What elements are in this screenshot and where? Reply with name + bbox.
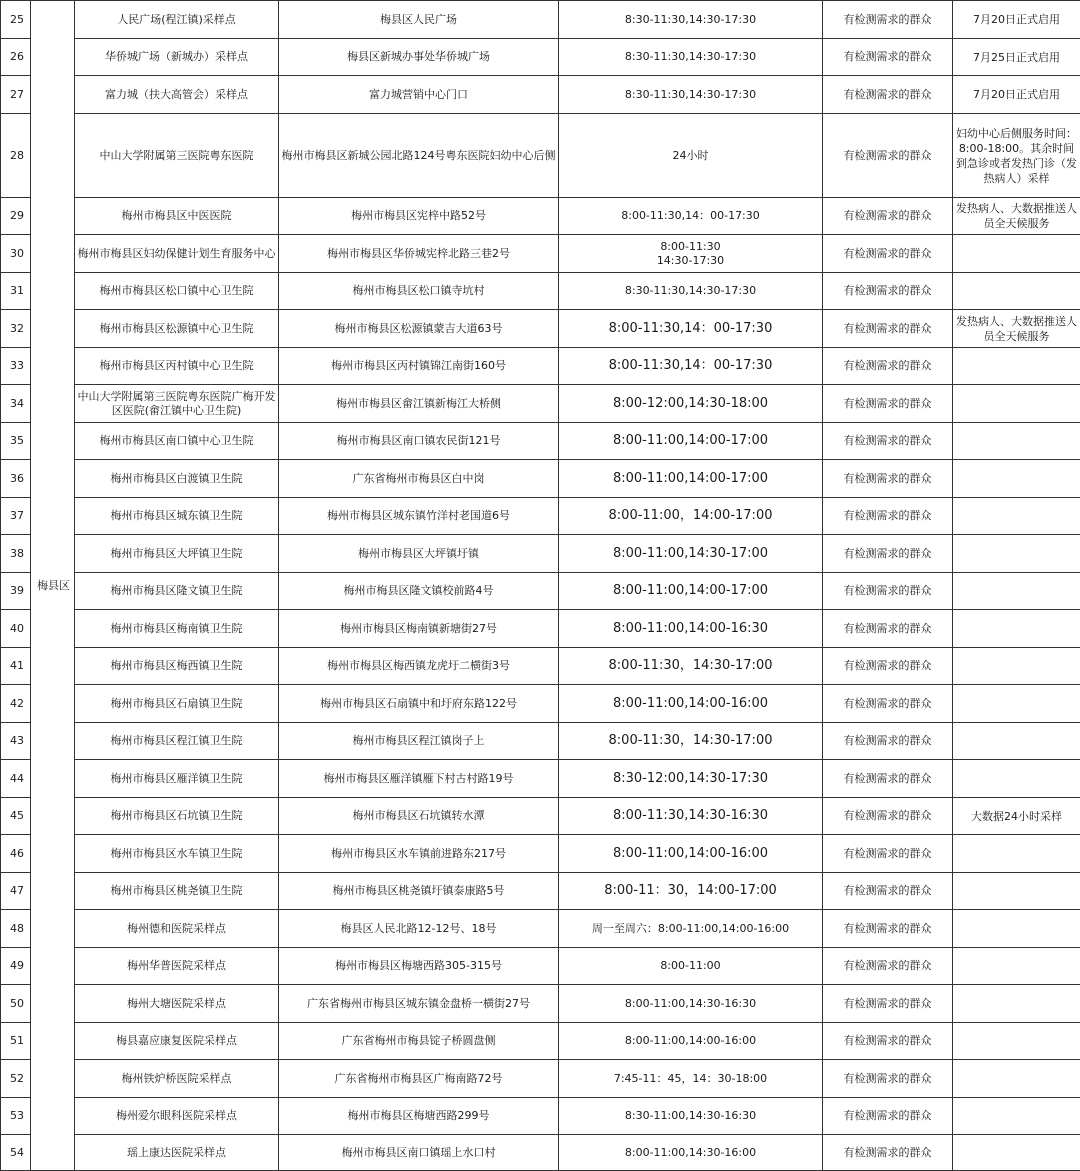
table-row bbox=[1, 198, 1080, 235]
row-number: 30 bbox=[1, 235, 31, 273]
site-address: 梅州市梅县区桃尧镇圩镇泰康路5号 bbox=[279, 873, 559, 910]
site-address: 梅州市梅县区城东镇竹洋村老国道6号 bbox=[279, 498, 559, 535]
site-name: 梅州市梅县区妇幼保健计划生育服务中心 bbox=[75, 235, 279, 273]
site-name: 梅州市梅县区石坑镇卫生院 bbox=[75, 798, 279, 835]
target-group: 有检测需求的群众 bbox=[823, 348, 953, 385]
site-address: 广东省梅州市梅县区广梅南路72号 bbox=[279, 1060, 559, 1098]
target-group: 有检测需求的群众 bbox=[823, 235, 953, 273]
site-address: 梅州市梅县区梅西镇龙虎圩二横街3号 bbox=[279, 648, 559, 685]
site-name: 梅州市梅县区城东镇卫生院 bbox=[75, 498, 279, 535]
table-row bbox=[1, 1023, 1080, 1060]
target-group: 有检测需求的群众 bbox=[823, 114, 953, 198]
service-hours: 8:00-11:00,14:00-16:00 bbox=[559, 685, 823, 723]
row-number: 45 bbox=[1, 798, 31, 835]
site-name: 梅州大塘医院采样点 bbox=[75, 985, 279, 1023]
row-number: 31 bbox=[1, 273, 31, 310]
site-address: 梅县区新城办事处华侨城广场 bbox=[279, 39, 559, 76]
site-name: 中山大学附属第三医院粤东医院广梅开发区医院(畲江镇中心卫生院) bbox=[75, 385, 279, 423]
site-name: 梅州市梅县区松口镇中心卫生院 bbox=[75, 273, 279, 310]
service-hours bbox=[559, 235, 823, 273]
row-number: 26 bbox=[1, 39, 31, 76]
service-hours: 8:30-11:30,14:30-17:30 bbox=[559, 273, 823, 310]
table-row bbox=[1, 1135, 1080, 1171]
site-name: 梅州市梅县区梅西镇卫生院 bbox=[75, 648, 279, 685]
service-hours: 周一至周六：8:00-11:00,14:00-16:00 bbox=[559, 910, 823, 948]
service-hours: 8:00-11:00,14:00-17:00 bbox=[559, 573, 823, 610]
site-name: 梅州市梅县区隆文镇卫生院 bbox=[75, 573, 279, 610]
site-address: 梅州市梅县区松口镇寺坑村 bbox=[279, 273, 559, 310]
row-number: 39 bbox=[1, 573, 31, 610]
service-hours: 8:00-11:00,14:30-16:30 bbox=[559, 985, 823, 1023]
row-number: 53 bbox=[1, 1098, 31, 1135]
remarks bbox=[953, 498, 1080, 535]
site-address: 梅州市梅县区松源镇蒙吉大道63号 bbox=[279, 310, 559, 348]
row-number: 33 bbox=[1, 348, 31, 385]
row-number: 25 bbox=[1, 1, 31, 39]
site-address: 广东省梅州市梅县区城东镇金盘桥一横街27号 bbox=[279, 985, 559, 1023]
site-address: 梅州市梅县区程江镇岗子上 bbox=[279, 723, 559, 760]
table-row bbox=[1, 235, 1080, 273]
table-row bbox=[1, 535, 1080, 573]
remarks bbox=[953, 1135, 1080, 1171]
service-hours: 8:00-11:00，14:00-17:00 bbox=[559, 498, 823, 535]
table-row bbox=[1, 498, 1080, 535]
site-name: 梅州市梅县区梅南镇卫生院 bbox=[75, 610, 279, 648]
site-address: 梅州市梅县区大坪镇圩镇 bbox=[279, 535, 559, 573]
service-hours: 8:30-11:30,14:30-17:30 bbox=[559, 1, 823, 39]
row-number: 49 bbox=[1, 948, 31, 985]
service-hours: 8:00-11:00,14:00-16:00 bbox=[559, 1023, 823, 1060]
table-row bbox=[1, 273, 1080, 310]
row-number: 38 bbox=[1, 535, 31, 573]
row-number: 46 bbox=[1, 835, 31, 873]
remarks bbox=[953, 235, 1080, 273]
site-name: 梅州市梅县区白渡镇卫生院 bbox=[75, 460, 279, 498]
remarks: 发热病人、大数据推送人员全天候服务 bbox=[953, 198, 1080, 235]
target-group: 有检测需求的群众 bbox=[823, 835, 953, 873]
target-group: 有检测需求的群众 bbox=[823, 1, 953, 39]
remarks bbox=[953, 423, 1080, 460]
remarks bbox=[953, 648, 1080, 685]
target-group: 有检测需求的群众 bbox=[823, 39, 953, 76]
site-name: 瑶上康达医院采样点 bbox=[75, 1135, 279, 1171]
service-hours: 8:00-11：30，14:00-17:00 bbox=[559, 873, 823, 910]
table-row bbox=[1, 573, 1080, 610]
row-number: 43 bbox=[1, 723, 31, 760]
remarks bbox=[953, 535, 1080, 573]
remarks bbox=[953, 910, 1080, 948]
remarks bbox=[953, 348, 1080, 385]
site-name: 富力城（扶大高管会）采样点 bbox=[75, 76, 279, 114]
service-hours: 7:45-11：45，14：30-18:00 bbox=[559, 1060, 823, 1098]
site-address: 梅州市梅县区梅塘西路299号 bbox=[279, 1098, 559, 1135]
site-name: 华侨城广场（新城办）采样点 bbox=[75, 39, 279, 76]
target-group: 有检测需求的群众 bbox=[823, 948, 953, 985]
site-name: 梅州市梅县区程江镇卫生院 bbox=[75, 723, 279, 760]
remarks bbox=[953, 985, 1080, 1023]
table-row bbox=[1, 835, 1080, 873]
target-group: 有检测需求的群众 bbox=[823, 723, 953, 760]
site-name: 梅州华普医院采样点 bbox=[75, 948, 279, 985]
site-name: 梅县嘉应康复医院采样点 bbox=[75, 1023, 279, 1060]
remarks: 妇幼中心后侧服务时间：8:00-18:00。其余时间到急诊或者发热门诊（发热病人）采样 bbox=[953, 114, 1080, 198]
target-group: 有检测需求的群众 bbox=[823, 385, 953, 423]
site-name: 梅州爱尔眼科医院采样点 bbox=[75, 1098, 279, 1135]
target-group: 有检测需求的群众 bbox=[823, 1060, 953, 1098]
service-hours: 8:30-11:00,14:30-16:30 bbox=[559, 1098, 823, 1135]
remarks bbox=[953, 573, 1080, 610]
site-address: 梅州市梅县区石扇镇中和圩府东路122号 bbox=[279, 685, 559, 723]
row-number: 29 bbox=[1, 198, 31, 235]
service-hours-line: 14:30-17:30 bbox=[561, 254, 820, 268]
site-address: 梅州市梅县区水车镇前进路东217号 bbox=[279, 835, 559, 873]
table-row bbox=[1, 873, 1080, 910]
site-name: 梅州市梅县区大坪镇卫生院 bbox=[75, 535, 279, 573]
site-address: 梅州市梅县区丙村镇锦江南街160号 bbox=[279, 348, 559, 385]
site-address: 梅州市梅县区隆文镇校前路4号 bbox=[279, 573, 559, 610]
row-number: 50 bbox=[1, 985, 31, 1023]
site-name: 中山大学附属第三医院粤东医院 bbox=[75, 114, 279, 198]
remarks bbox=[953, 610, 1080, 648]
site-name: 梅州德和医院采样点 bbox=[75, 910, 279, 948]
table-row bbox=[1, 685, 1080, 723]
site-address: 梅县区人民广场 bbox=[279, 1, 559, 39]
service-hours: 8:00-11:30,14：00-17:30 bbox=[559, 310, 823, 348]
remarks: 发热病人、大数据推送人员全天候服务 bbox=[953, 310, 1080, 348]
site-address: 广东省梅州市梅县区白中岗 bbox=[279, 460, 559, 498]
table-row bbox=[1, 114, 1080, 198]
table-row bbox=[1, 1, 1080, 39]
site-name: 梅州市梅县区松源镇中心卫生院 bbox=[75, 310, 279, 348]
row-number: 42 bbox=[1, 685, 31, 723]
service-hours: 8:00-11:30,14：00-17:30 bbox=[559, 198, 823, 235]
target-group: 有检测需求的群众 bbox=[823, 610, 953, 648]
table-row bbox=[1, 385, 1080, 423]
site-address: 梅州市梅县区华侨城宪梓北路三巷2号 bbox=[279, 235, 559, 273]
site-name: 梅州市梅县区南口镇中心卫生院 bbox=[75, 423, 279, 460]
table-row bbox=[1, 910, 1080, 948]
target-group: 有检测需求的群众 bbox=[823, 685, 953, 723]
site-address: 梅州市梅县区畲江镇新梅江大桥侧 bbox=[279, 385, 559, 423]
table-row bbox=[1, 39, 1080, 76]
table-row bbox=[1, 798, 1080, 835]
service-hours: 8:00-11:30，14:30-17:00 bbox=[559, 723, 823, 760]
site-name: 梅州铁炉桥医院采样点 bbox=[75, 1060, 279, 1098]
service-hours: 24小时 bbox=[559, 114, 823, 198]
target-group: 有检测需求的群众 bbox=[823, 648, 953, 685]
site-address: 梅州市梅县区石坑镇转水潭 bbox=[279, 798, 559, 835]
target-group: 有检测需求的群众 bbox=[823, 573, 953, 610]
district-cell: 梅县区 bbox=[31, 1, 75, 1171]
row-number: 48 bbox=[1, 910, 31, 948]
remarks bbox=[953, 873, 1080, 910]
service-hours: 8:00-11:00,14:00-17:00 bbox=[559, 423, 823, 460]
table-row bbox=[1, 348, 1080, 385]
target-group: 有检测需求的群众 bbox=[823, 460, 953, 498]
target-group: 有检测需求的群众 bbox=[823, 310, 953, 348]
table-row bbox=[1, 948, 1080, 985]
table-row bbox=[1, 760, 1080, 798]
row-number: 36 bbox=[1, 460, 31, 498]
service-hours: 8:00-11:30，14:30-17:00 bbox=[559, 648, 823, 685]
target-group: 有检测需求的群众 bbox=[823, 798, 953, 835]
row-number: 28 bbox=[1, 114, 31, 198]
table-row bbox=[1, 310, 1080, 348]
target-group: 有检测需求的群众 bbox=[823, 910, 953, 948]
target-group: 有检测需求的群众 bbox=[823, 985, 953, 1023]
site-name: 梅州市梅县区雁洋镇卫生院 bbox=[75, 760, 279, 798]
target-group: 有检测需求的群众 bbox=[823, 535, 953, 573]
site-address: 富力城营销中心门口 bbox=[279, 76, 559, 114]
remarks: 7月25日正式启用 bbox=[953, 39, 1080, 76]
target-group: 有检测需求的群众 bbox=[823, 760, 953, 798]
table-row bbox=[1, 460, 1080, 498]
remarks bbox=[953, 385, 1080, 423]
site-address: 梅县区人民北路12-12号、18号 bbox=[279, 910, 559, 948]
row-number: 37 bbox=[1, 498, 31, 535]
service-hours: 8:00-11:00 bbox=[559, 948, 823, 985]
table-row bbox=[1, 648, 1080, 685]
row-number: 41 bbox=[1, 648, 31, 685]
service-hours: 8:00-12:00,14:30-18:00 bbox=[559, 385, 823, 423]
remarks: 7月20日正式启用 bbox=[953, 1, 1080, 39]
remarks bbox=[953, 273, 1080, 310]
row-number: 32 bbox=[1, 310, 31, 348]
table-row bbox=[1, 76, 1080, 114]
site-address: 广东省梅州市梅县锭子桥圆盘侧 bbox=[279, 1023, 559, 1060]
remarks bbox=[953, 760, 1080, 798]
service-hours: 8:00-11:30,14:30-16:30 bbox=[559, 798, 823, 835]
row-number: 47 bbox=[1, 873, 31, 910]
table-row bbox=[1, 423, 1080, 460]
row-number: 27 bbox=[1, 76, 31, 114]
site-name: 梅州市梅县区中医医院 bbox=[75, 198, 279, 235]
site-name: 梅州市梅县区丙村镇中心卫生院 bbox=[75, 348, 279, 385]
site-address: 梅州市梅县区梅南镇新塘街27号 bbox=[279, 610, 559, 648]
row-number: 40 bbox=[1, 610, 31, 648]
table-row bbox=[1, 1098, 1080, 1135]
table-row bbox=[1, 1060, 1080, 1098]
target-group: 有检测需求的群众 bbox=[823, 873, 953, 910]
remarks bbox=[953, 1023, 1080, 1060]
site-name: 梅州市梅县区水车镇卫生院 bbox=[75, 835, 279, 873]
table-row bbox=[1, 985, 1080, 1023]
remarks bbox=[953, 1098, 1080, 1135]
row-number: 54 bbox=[1, 1135, 31, 1171]
remarks bbox=[953, 723, 1080, 760]
target-group: 有检测需求的群众 bbox=[823, 1098, 953, 1135]
service-hours: 8:00-11:00,14:30-17:00 bbox=[559, 535, 823, 573]
remarks bbox=[953, 685, 1080, 723]
target-group: 有检测需求的群众 bbox=[823, 1023, 953, 1060]
site-address: 梅州市梅县区宪梓中路52号 bbox=[279, 198, 559, 235]
target-group: 有检测需求的群众 bbox=[823, 198, 953, 235]
row-number: 51 bbox=[1, 1023, 31, 1060]
row-number: 44 bbox=[1, 760, 31, 798]
remarks bbox=[953, 1060, 1080, 1098]
service-hours: 8:00-11:00,14:30-16:00 bbox=[559, 1135, 823, 1171]
target-group: 有检测需求的群众 bbox=[823, 423, 953, 460]
row-number: 52 bbox=[1, 1060, 31, 1098]
site-name: 梅州市梅县区桃尧镇卫生院 bbox=[75, 873, 279, 910]
site-name: 梅州市梅县区石扇镇卫生院 bbox=[75, 685, 279, 723]
target-group: 有检测需求的群众 bbox=[823, 498, 953, 535]
service-hours: 8:30-11:30,14:30-17:30 bbox=[559, 76, 823, 114]
service-hours-line: 8:00-11:30 bbox=[561, 240, 820, 254]
target-group: 有检测需求的群众 bbox=[823, 273, 953, 310]
service-hours: 8:00-11:00,14:00-17:00 bbox=[559, 460, 823, 498]
service-hours: 8:00-11:00,14:00-16:00 bbox=[559, 835, 823, 873]
site-name: 人民广场(程江镇)采样点 bbox=[75, 1, 279, 39]
table-row bbox=[1, 723, 1080, 760]
site-address: 梅州市梅县区南口镇瑶上水口村 bbox=[279, 1135, 559, 1171]
site-address: 梅州市梅县区新城公园北路124号粤东医院妇幼中心后侧 bbox=[279, 114, 559, 198]
site-address: 梅州市梅县区南口镇农民街121号 bbox=[279, 423, 559, 460]
site-address: 梅州市梅县区雁洋镇雁下村古村路19号 bbox=[279, 760, 559, 798]
remarks bbox=[953, 460, 1080, 498]
target-group: 有检测需求的群众 bbox=[823, 1135, 953, 1171]
service-hours: 8:30-12:00,14:30-17:30 bbox=[559, 760, 823, 798]
row-number: 34 bbox=[1, 385, 31, 423]
service-hours: 8:00-11:30,14：00-17:30 bbox=[559, 348, 823, 385]
remarks: 7月20日正式启用 bbox=[953, 76, 1080, 114]
site-address: 梅州市梅县区梅塘西路305-315号 bbox=[279, 948, 559, 985]
table-body bbox=[1, 1, 1080, 1171]
target-group: 有检测需求的群众 bbox=[823, 76, 953, 114]
row-number: 35 bbox=[1, 423, 31, 460]
service-hours: 8:30-11:30,14:30-17:30 bbox=[559, 39, 823, 76]
remarks bbox=[953, 835, 1080, 873]
remarks: 大数据24小时采样 bbox=[953, 798, 1080, 835]
remarks bbox=[953, 948, 1080, 985]
table-row bbox=[1, 610, 1080, 648]
service-hours: 8:00-11:00,14:00-16:30 bbox=[559, 610, 823, 648]
